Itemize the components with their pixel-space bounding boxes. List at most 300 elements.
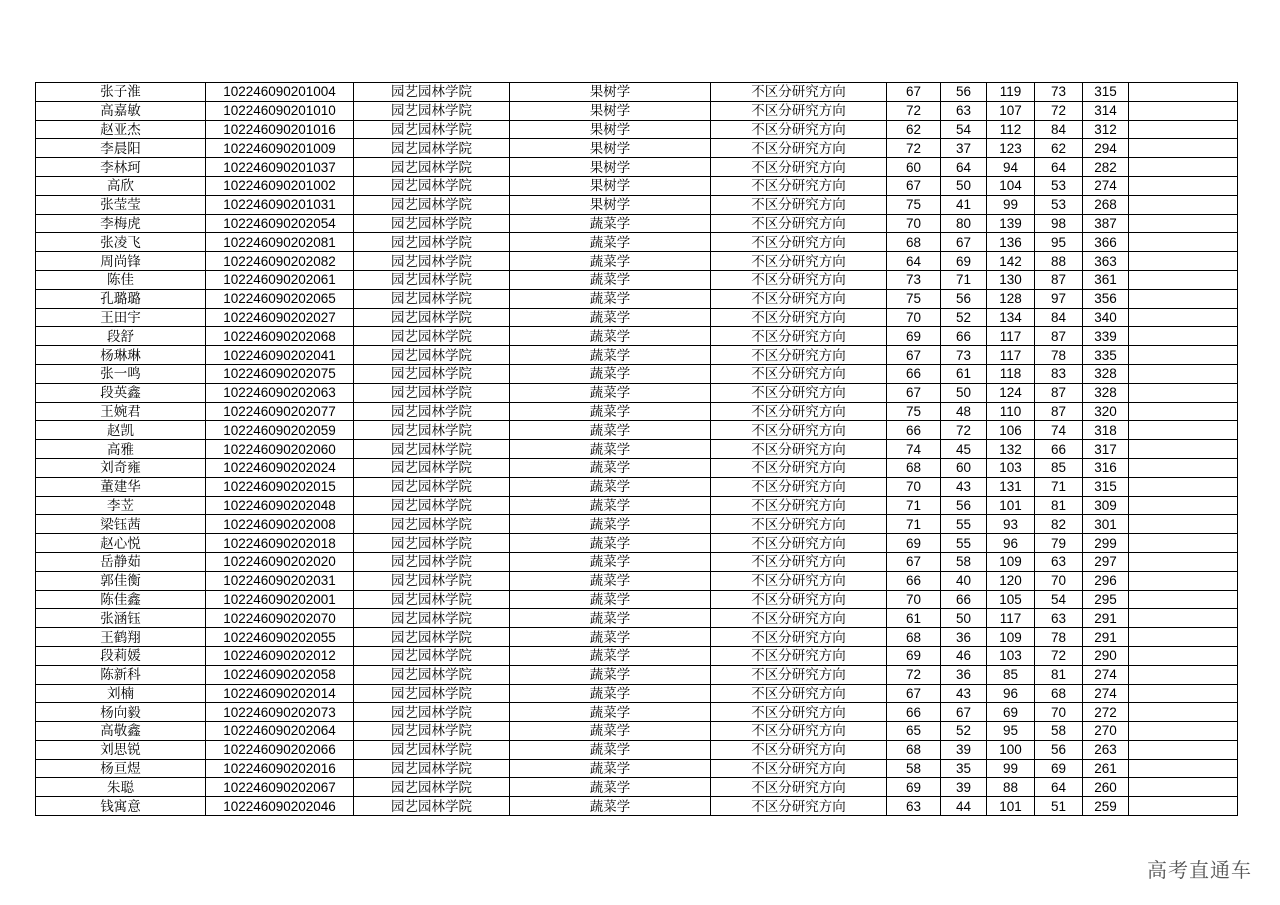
cell-name: 张一鸣 <box>36 364 206 383</box>
cell-major: 果树学 <box>510 120 711 139</box>
cell-remarks <box>1129 158 1238 177</box>
cell-score-subject-2: 72 <box>1035 101 1083 120</box>
table-row <box>36 346 1238 365</box>
cell-exam-id: 102246090202012 <box>206 646 354 665</box>
cell-score-subject-1: 105 <box>987 590 1035 609</box>
table-row <box>36 176 1238 195</box>
cell-direction: 不区分研究方向 <box>711 534 887 553</box>
cell-college: 园艺园林学院 <box>354 496 510 515</box>
cell-name: 段舒 <box>36 327 206 346</box>
cell-score-subject-1: 132 <box>987 440 1035 459</box>
cell-direction: 不区分研究方向 <box>711 158 887 177</box>
cell-exam-id: 102246090202027 <box>206 308 354 327</box>
cell-college: 园艺园林学院 <box>354 609 510 628</box>
cell-name: 李梅虎 <box>36 214 206 233</box>
cell-remarks <box>1129 440 1238 459</box>
cell-name: 朱聪 <box>36 778 206 797</box>
cell-score-foreign-language: 50 <box>941 383 987 402</box>
cell-major: 蔬菜学 <box>510 646 711 665</box>
cell-score-foreign-language: 67 <box>941 233 987 252</box>
cell-remarks <box>1129 590 1238 609</box>
cell-score-politics: 69 <box>887 778 941 797</box>
cell-name: 赵凯 <box>36 421 206 440</box>
cell-score-total: 340 <box>1083 308 1129 327</box>
cell-score-subject-2: 81 <box>1035 496 1083 515</box>
cell-college: 园艺园林学院 <box>354 252 510 271</box>
cell-score-total: 291 <box>1083 609 1129 628</box>
cell-college: 园艺园林学院 <box>354 590 510 609</box>
cell-major: 蔬菜学 <box>510 703 711 722</box>
cell-remarks <box>1129 703 1238 722</box>
cell-name: 赵亚杰 <box>36 120 206 139</box>
cell-score-subject-2: 69 <box>1035 759 1083 778</box>
cell-college: 园艺园林学院 <box>354 646 510 665</box>
table-row <box>36 571 1238 590</box>
cell-score-subject-2: 54 <box>1035 590 1083 609</box>
cell-score-total: 328 <box>1083 364 1129 383</box>
cell-college: 园艺园林学院 <box>354 458 510 477</box>
cell-score-total: 274 <box>1083 665 1129 684</box>
cell-score-subject-1: 128 <box>987 289 1035 308</box>
cell-direction: 不区分研究方向 <box>711 628 887 647</box>
cell-college: 园艺园林学院 <box>354 421 510 440</box>
cell-name: 张涵钰 <box>36 609 206 628</box>
cell-score-subject-2: 73 <box>1035 83 1083 102</box>
cell-score-politics: 64 <box>887 252 941 271</box>
cell-exam-id: 102246090201016 <box>206 120 354 139</box>
cell-score-subject-1: 124 <box>987 383 1035 402</box>
cell-score-subject-2: 78 <box>1035 628 1083 647</box>
cell-score-subject-1: 101 <box>987 797 1035 816</box>
cell-score-politics: 70 <box>887 308 941 327</box>
cell-score-total: 320 <box>1083 402 1129 421</box>
cell-score-total: 317 <box>1083 440 1129 459</box>
table-row <box>36 83 1238 102</box>
cell-college: 园艺园林学院 <box>354 477 510 496</box>
cell-score-politics: 63 <box>887 797 941 816</box>
cell-score-foreign-language: 40 <box>941 571 987 590</box>
cell-name: 梁钰茜 <box>36 515 206 534</box>
table-row <box>36 609 1238 628</box>
table-row <box>36 477 1238 496</box>
cell-remarks <box>1129 646 1238 665</box>
cell-direction: 不区分研究方向 <box>711 665 887 684</box>
cell-score-politics: 62 <box>887 120 941 139</box>
table-row <box>36 665 1238 684</box>
cell-major: 蔬菜学 <box>510 797 711 816</box>
table-row <box>36 797 1238 816</box>
cell-college: 园艺园林学院 <box>354 703 510 722</box>
cell-score-subject-2: 78 <box>1035 346 1083 365</box>
cell-major: 蔬菜学 <box>510 364 711 383</box>
cell-major: 蔬菜学 <box>510 346 711 365</box>
cell-name: 张莹莹 <box>36 195 206 214</box>
cell-score-foreign-language: 36 <box>941 628 987 647</box>
cell-score-subject-1: 96 <box>987 684 1035 703</box>
cell-score-total: 312 <box>1083 120 1129 139</box>
table-row <box>36 364 1238 383</box>
cell-name: 刘思锐 <box>36 740 206 759</box>
cell-score-subject-2: 88 <box>1035 252 1083 271</box>
cell-score-subject-2: 84 <box>1035 120 1083 139</box>
cell-score-total: 315 <box>1083 477 1129 496</box>
score-table <box>35 82 1238 816</box>
cell-direction: 不区分研究方向 <box>711 176 887 195</box>
cell-score-subject-1: 136 <box>987 233 1035 252</box>
cell-score-foreign-language: 39 <box>941 740 987 759</box>
cell-score-subject-1: 123 <box>987 139 1035 158</box>
cell-remarks <box>1129 402 1238 421</box>
table-row <box>36 158 1238 177</box>
cell-score-politics: 60 <box>887 158 941 177</box>
table-row <box>36 233 1238 252</box>
cell-score-subject-2: 53 <box>1035 176 1083 195</box>
cell-major: 蔬菜学 <box>510 477 711 496</box>
cell-direction: 不区分研究方向 <box>711 327 887 346</box>
cell-exam-id: 102246090202066 <box>206 740 354 759</box>
cell-name: 张子淮 <box>36 83 206 102</box>
cell-remarks <box>1129 364 1238 383</box>
cell-score-total: 272 <box>1083 703 1129 722</box>
cell-direction: 不区分研究方向 <box>711 233 887 252</box>
cell-exam-id: 102246090202024 <box>206 458 354 477</box>
cell-exam-id: 102246090202031 <box>206 571 354 590</box>
table-row <box>36 214 1238 233</box>
cell-score-total: 356 <box>1083 289 1129 308</box>
cell-score-subject-1: 106 <box>987 421 1035 440</box>
cell-direction: 不区分研究方向 <box>711 609 887 628</box>
cell-direction: 不区分研究方向 <box>711 308 887 327</box>
cell-score-politics: 75 <box>887 195 941 214</box>
cell-remarks <box>1129 628 1238 647</box>
cell-direction: 不区分研究方向 <box>711 552 887 571</box>
cell-score-politics: 68 <box>887 628 941 647</box>
cell-exam-id: 102246090202018 <box>206 534 354 553</box>
cell-college: 园艺园林学院 <box>354 402 510 421</box>
cell-score-politics: 67 <box>887 383 941 402</box>
cell-score-subject-1: 119 <box>987 83 1035 102</box>
cell-score-subject-2: 84 <box>1035 308 1083 327</box>
cell-score-foreign-language: 48 <box>941 402 987 421</box>
cell-score-total: 263 <box>1083 740 1129 759</box>
cell-score-foreign-language: 50 <box>941 176 987 195</box>
cell-score-foreign-language: 69 <box>941 252 987 271</box>
cell-score-politics: 65 <box>887 722 941 741</box>
cell-remarks <box>1129 515 1238 534</box>
cell-major: 蔬菜学 <box>510 440 711 459</box>
cell-score-total: 299 <box>1083 534 1129 553</box>
cell-major: 蔬菜学 <box>510 402 711 421</box>
cell-college: 园艺园林学院 <box>354 383 510 402</box>
cell-exam-id: 102246090202016 <box>206 759 354 778</box>
cell-score-foreign-language: 41 <box>941 195 987 214</box>
cell-score-foreign-language: 64 <box>941 158 987 177</box>
cell-score-foreign-language: 71 <box>941 270 987 289</box>
cell-college: 园艺园林学院 <box>354 797 510 816</box>
cell-name: 段莉媛 <box>36 646 206 665</box>
cell-college: 园艺园林学院 <box>354 327 510 346</box>
cell-direction: 不区分研究方向 <box>711 383 887 402</box>
cell-college: 园艺园林学院 <box>354 628 510 647</box>
cell-remarks <box>1129 665 1238 684</box>
cell-major: 蔬菜学 <box>510 665 711 684</box>
cell-name: 刘奇雍 <box>36 458 206 477</box>
cell-score-subject-2: 98 <box>1035 214 1083 233</box>
cell-direction: 不区分研究方向 <box>711 252 887 271</box>
cell-score-politics: 70 <box>887 214 941 233</box>
cell-remarks <box>1129 233 1238 252</box>
table-row <box>36 703 1238 722</box>
cell-score-subject-1: 94 <box>987 158 1035 177</box>
table-row <box>36 270 1238 289</box>
cell-score-subject-2: 87 <box>1035 327 1083 346</box>
cell-direction: 不区分研究方向 <box>711 421 887 440</box>
cell-score-subject-1: 100 <box>987 740 1035 759</box>
cell-score-total: 363 <box>1083 252 1129 271</box>
table-row <box>36 101 1238 120</box>
cell-name: 陈佳 <box>36 270 206 289</box>
table-row <box>36 402 1238 421</box>
cell-score-subject-2: 71 <box>1035 477 1083 496</box>
cell-major: 蔬菜学 <box>510 421 711 440</box>
table-row <box>36 646 1238 665</box>
table-row <box>36 628 1238 647</box>
cell-score-total: 366 <box>1083 233 1129 252</box>
cell-score-subject-2: 87 <box>1035 402 1083 421</box>
cell-exam-id: 102246090201031 <box>206 195 354 214</box>
cell-name: 陈佳鑫 <box>36 590 206 609</box>
cell-exam-id: 102246090202014 <box>206 684 354 703</box>
cell-remarks <box>1129 458 1238 477</box>
cell-exam-id: 102246090202015 <box>206 477 354 496</box>
cell-exam-id: 102246090201037 <box>206 158 354 177</box>
cell-score-total: 361 <box>1083 270 1129 289</box>
cell-direction: 不区分研究方向 <box>711 289 887 308</box>
cell-direction: 不区分研究方向 <box>711 646 887 665</box>
cell-score-total: 261 <box>1083 759 1129 778</box>
cell-score-politics: 58 <box>887 759 941 778</box>
cell-direction: 不区分研究方向 <box>711 477 887 496</box>
cell-major: 蔬菜学 <box>510 759 711 778</box>
cell-major: 蔬菜学 <box>510 270 711 289</box>
cell-score-subject-2: 56 <box>1035 740 1083 759</box>
cell-name: 赵心悦 <box>36 534 206 553</box>
cell-exam-id: 102246090201002 <box>206 176 354 195</box>
cell-college: 园艺园林学院 <box>354 139 510 158</box>
cell-score-subject-1: 117 <box>987 609 1035 628</box>
cell-score-foreign-language: 58 <box>941 552 987 571</box>
cell-exam-id: 102246090202008 <box>206 515 354 534</box>
cell-name: 段英鑫 <box>36 383 206 402</box>
cell-score-total: 294 <box>1083 139 1129 158</box>
cell-score-foreign-language: 44 <box>941 797 987 816</box>
cell-score-foreign-language: 80 <box>941 214 987 233</box>
cell-score-subject-2: 66 <box>1035 440 1083 459</box>
cell-score-total: 387 <box>1083 214 1129 233</box>
cell-score-politics: 74 <box>887 440 941 459</box>
cell-score-politics: 75 <box>887 402 941 421</box>
cell-score-total: 270 <box>1083 722 1129 741</box>
cell-score-politics: 67 <box>887 684 941 703</box>
cell-remarks <box>1129 308 1238 327</box>
cell-college: 园艺园林学院 <box>354 684 510 703</box>
cell-score-total: 282 <box>1083 158 1129 177</box>
cell-score-politics: 66 <box>887 571 941 590</box>
table-row <box>36 120 1238 139</box>
cell-remarks <box>1129 195 1238 214</box>
cell-score-subject-1: 109 <box>987 552 1035 571</box>
cell-name: 高敬鑫 <box>36 722 206 741</box>
cell-score-subject-2: 51 <box>1035 797 1083 816</box>
cell-score-foreign-language: 61 <box>941 364 987 383</box>
cell-exam-id: 102246090202077 <box>206 402 354 421</box>
table-row <box>36 515 1238 534</box>
cell-score-subject-2: 95 <box>1035 233 1083 252</box>
cell-score-subject-2: 74 <box>1035 421 1083 440</box>
cell-college: 园艺园林学院 <box>354 195 510 214</box>
cell-college: 园艺园林学院 <box>354 158 510 177</box>
cell-score-politics: 68 <box>887 233 941 252</box>
cell-score-total: 260 <box>1083 778 1129 797</box>
cell-exam-id: 102246090202067 <box>206 778 354 797</box>
cell-score-total: 318 <box>1083 421 1129 440</box>
cell-exam-id: 102246090202059 <box>206 421 354 440</box>
cell-remarks <box>1129 534 1238 553</box>
cell-college: 园艺园林学院 <box>354 440 510 459</box>
cell-score-politics: 66 <box>887 703 941 722</box>
cell-score-total: 335 <box>1083 346 1129 365</box>
cell-name: 岳静茹 <box>36 552 206 571</box>
cell-name: 周尚锋 <box>36 252 206 271</box>
cell-remarks <box>1129 477 1238 496</box>
cell-exam-id: 102246090202070 <box>206 609 354 628</box>
cell-score-subject-1: 104 <box>987 176 1035 195</box>
cell-major: 蔬菜学 <box>510 628 711 647</box>
cell-score-subject-1: 130 <box>987 270 1035 289</box>
cell-score-politics: 67 <box>887 346 941 365</box>
cell-name: 王婉君 <box>36 402 206 421</box>
cell-score-total: 296 <box>1083 571 1129 590</box>
cell-score-politics: 67 <box>887 552 941 571</box>
cell-score-foreign-language: 66 <box>941 327 987 346</box>
cell-direction: 不区分研究方向 <box>711 214 887 233</box>
cell-exam-id: 102246090202065 <box>206 289 354 308</box>
cell-college: 园艺园林学院 <box>354 552 510 571</box>
cell-score-politics: 70 <box>887 590 941 609</box>
cell-score-foreign-language: 73 <box>941 346 987 365</box>
cell-score-subject-2: 70 <box>1035 571 1083 590</box>
cell-score-subject-1: 142 <box>987 252 1035 271</box>
cell-college: 园艺园林学院 <box>354 176 510 195</box>
cell-college: 园艺园林学院 <box>354 346 510 365</box>
cell-score-politics: 75 <box>887 289 941 308</box>
cell-score-total: 315 <box>1083 83 1129 102</box>
cell-major: 蔬菜学 <box>510 515 711 534</box>
cell-exam-id: 102246090202068 <box>206 327 354 346</box>
cell-direction: 不区分研究方向 <box>711 515 887 534</box>
cell-direction: 不区分研究方向 <box>711 722 887 741</box>
cell-major: 蔬菜学 <box>510 722 711 741</box>
cell-score-subject-1: 112 <box>987 120 1035 139</box>
cell-major: 蔬菜学 <box>510 233 711 252</box>
cell-score-subject-1: 103 <box>987 646 1035 665</box>
cell-remarks <box>1129 289 1238 308</box>
cell-score-politics: 69 <box>887 534 941 553</box>
cell-score-total: 274 <box>1083 176 1129 195</box>
cell-college: 园艺园林学院 <box>354 665 510 684</box>
table-row <box>36 740 1238 759</box>
cell-exam-id: 102246090202061 <box>206 270 354 289</box>
cell-score-politics: 72 <box>887 101 941 120</box>
table-row <box>36 421 1238 440</box>
cell-score-foreign-language: 45 <box>941 440 987 459</box>
cell-remarks <box>1129 552 1238 571</box>
cell-direction: 不区分研究方向 <box>711 703 887 722</box>
cell-exam-id: 102246090202063 <box>206 383 354 402</box>
cell-score-foreign-language: 63 <box>941 101 987 120</box>
cell-score-subject-2: 62 <box>1035 139 1083 158</box>
cell-score-subject-1: 93 <box>987 515 1035 534</box>
cell-score-subject-2: 58 <box>1035 722 1083 741</box>
cell-direction: 不区分研究方向 <box>711 458 887 477</box>
table-row <box>36 759 1238 778</box>
cell-score-subject-2: 87 <box>1035 383 1083 402</box>
cell-score-subject-1: 103 <box>987 458 1035 477</box>
cell-score-subject-2: 70 <box>1035 703 1083 722</box>
cell-exam-id: 102246090202054 <box>206 214 354 233</box>
cell-exam-id: 102246090201004 <box>206 83 354 102</box>
cell-major: 蔬菜学 <box>510 308 711 327</box>
cell-score-subject-2: 53 <box>1035 195 1083 214</box>
table-row <box>36 496 1238 515</box>
cell-exam-id: 102246090202082 <box>206 252 354 271</box>
cell-score-politics: 68 <box>887 740 941 759</box>
cell-remarks <box>1129 83 1238 102</box>
cell-score-foreign-language: 55 <box>941 515 987 534</box>
cell-score-foreign-language: 50 <box>941 609 987 628</box>
cell-score-subject-2: 81 <box>1035 665 1083 684</box>
cell-remarks <box>1129 740 1238 759</box>
cell-name: 李苙 <box>36 496 206 515</box>
cell-score-subject-1: 120 <box>987 571 1035 590</box>
cell-score-politics: 66 <box>887 421 941 440</box>
cell-major: 蔬菜学 <box>510 327 711 346</box>
table-row <box>36 195 1238 214</box>
table-row <box>36 289 1238 308</box>
cell-remarks <box>1129 214 1238 233</box>
cell-college: 园艺园林学院 <box>354 740 510 759</box>
cell-score-subject-1: 99 <box>987 195 1035 214</box>
cell-exam-id: 102246090201010 <box>206 101 354 120</box>
cell-score-subject-2: 87 <box>1035 270 1083 289</box>
cell-major: 果树学 <box>510 83 711 102</box>
cell-exam-id: 102246090202058 <box>206 665 354 684</box>
cell-score-politics: 68 <box>887 458 941 477</box>
cell-college: 园艺园林学院 <box>354 83 510 102</box>
table-row <box>36 383 1238 402</box>
cell-direction: 不区分研究方向 <box>711 364 887 383</box>
cell-name: 杨向毅 <box>36 703 206 722</box>
cell-direction: 不区分研究方向 <box>711 740 887 759</box>
cell-direction: 不区分研究方向 <box>711 759 887 778</box>
cell-college: 园艺园林学院 <box>354 571 510 590</box>
cell-score-subject-1: 118 <box>987 364 1035 383</box>
cell-major: 蔬菜学 <box>510 252 711 271</box>
cell-college: 园艺园林学院 <box>354 101 510 120</box>
cell-college: 园艺园林学院 <box>354 515 510 534</box>
cell-remarks <box>1129 176 1238 195</box>
cell-score-total: 295 <box>1083 590 1129 609</box>
